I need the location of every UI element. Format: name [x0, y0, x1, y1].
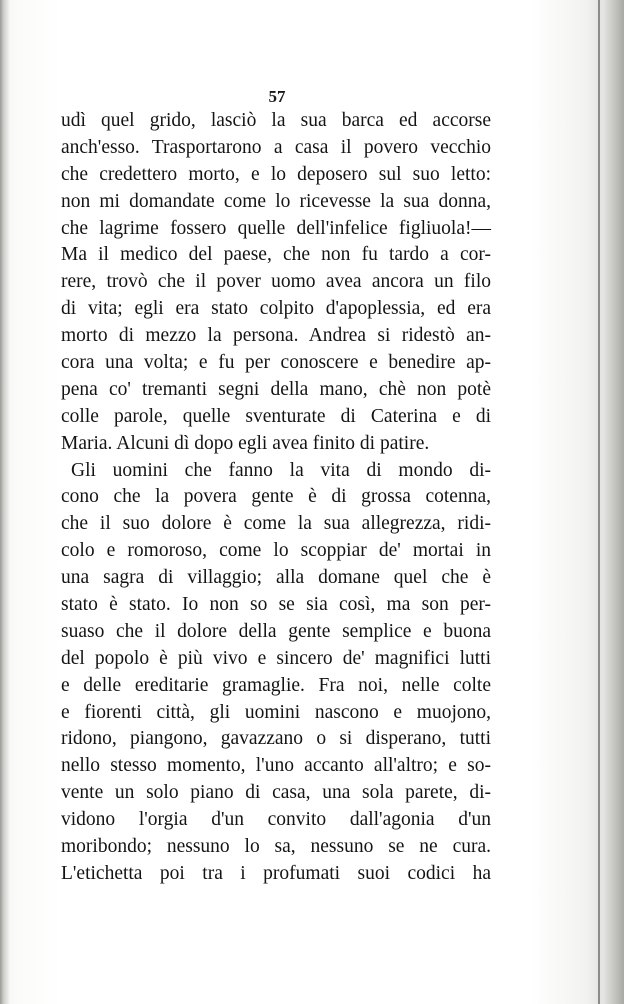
- paragraph-start-line: Gli uomini che fanno la vita di mondo di-: [71, 459, 491, 481]
- text-line: che lagrime fossero quelle dell'infelice figliuola!—: [61, 217, 491, 239]
- text-line: anch'esso. Trasportarono a casa il povero vecchio: [61, 136, 491, 158]
- text-line: ridono, piangono, gavazzano o si disperano, tutti: [61, 728, 491, 750]
- text-line: una sagra di villaggio; alla domane quel che è: [61, 567, 491, 589]
- text-line: rere, trovò che il pover uomo avea ancora un filo: [61, 271, 491, 293]
- text-line: Ma il medico del paese, che non fu tardo a cor-: [61, 244, 491, 266]
- text-line: morto di mezzo la persona. Andrea si ridestò an-: [61, 325, 491, 347]
- text-line: nello stesso momento, l'uno accanto all'altro; e so-: [61, 755, 491, 777]
- text-line: e delle ereditarie gramaglie. Fra noi, nelle colte: [61, 674, 491, 696]
- text-line: cora una volta; e fu per conoscere e benedire ap-: [61, 352, 491, 374]
- body-text: [61, 108, 491, 888]
- text-line: e fiorenti città, gli uomini nascono e muojono,: [61, 701, 491, 723]
- text-line: cono che la povera gente è di grossa cotenna,: [61, 486, 491, 508]
- text-line: del popolo è più vivo e sincero de' magnifici lutti: [61, 647, 491, 669]
- text-line: che credettero morto, e lo deposero sul suo letto:: [61, 163, 491, 185]
- text-line: vidono l'orgia d'un convito dall'agonia d'un: [61, 809, 491, 831]
- paragraph-end-line: Maria. Alcuni dì dopo egli avea finito di patire.: [61, 432, 430, 454]
- page-number: 57: [268, 87, 286, 106]
- text-line: vente un solo piano di casa, una sola parete, di-: [61, 782, 491, 804]
- text-line: stato è stato. Io non so se sia così, ma son per-: [61, 594, 491, 616]
- text-line: pena co' tremanti segni della mano, chè non potè: [61, 378, 491, 400]
- text-line: colo e romoroso, come lo scoppiar de' mortai in: [61, 540, 491, 562]
- page-binding-line: [598, 0, 600, 1004]
- page-left-shadow: [0, 0, 10, 1004]
- text-line: di vita; egli era stato colpito d'apoplessia, ed era: [61, 298, 491, 320]
- text-line: non mi domandate come lo ricevesse la sua donna,: [61, 190, 491, 212]
- text-line: suaso che il dolore della gente semplice e buona: [61, 620, 491, 642]
- text-line: colle parole, quelle sventurate di Caterina e di: [61, 405, 491, 427]
- page-binding-edge: [602, 0, 624, 1004]
- text-line: che il suo dolore è come la sua allegrezza, ridi-: [61, 513, 491, 535]
- text-line: moribondo; nessuno lo sa, nessuno se ne cura.: [61, 836, 491, 858]
- text-line: L'etichetta poi tra i profumati suoi codici ha: [61, 862, 491, 884]
- text-line: udì quel grido, lasciò la sua barca ed accorse: [61, 110, 491, 131]
